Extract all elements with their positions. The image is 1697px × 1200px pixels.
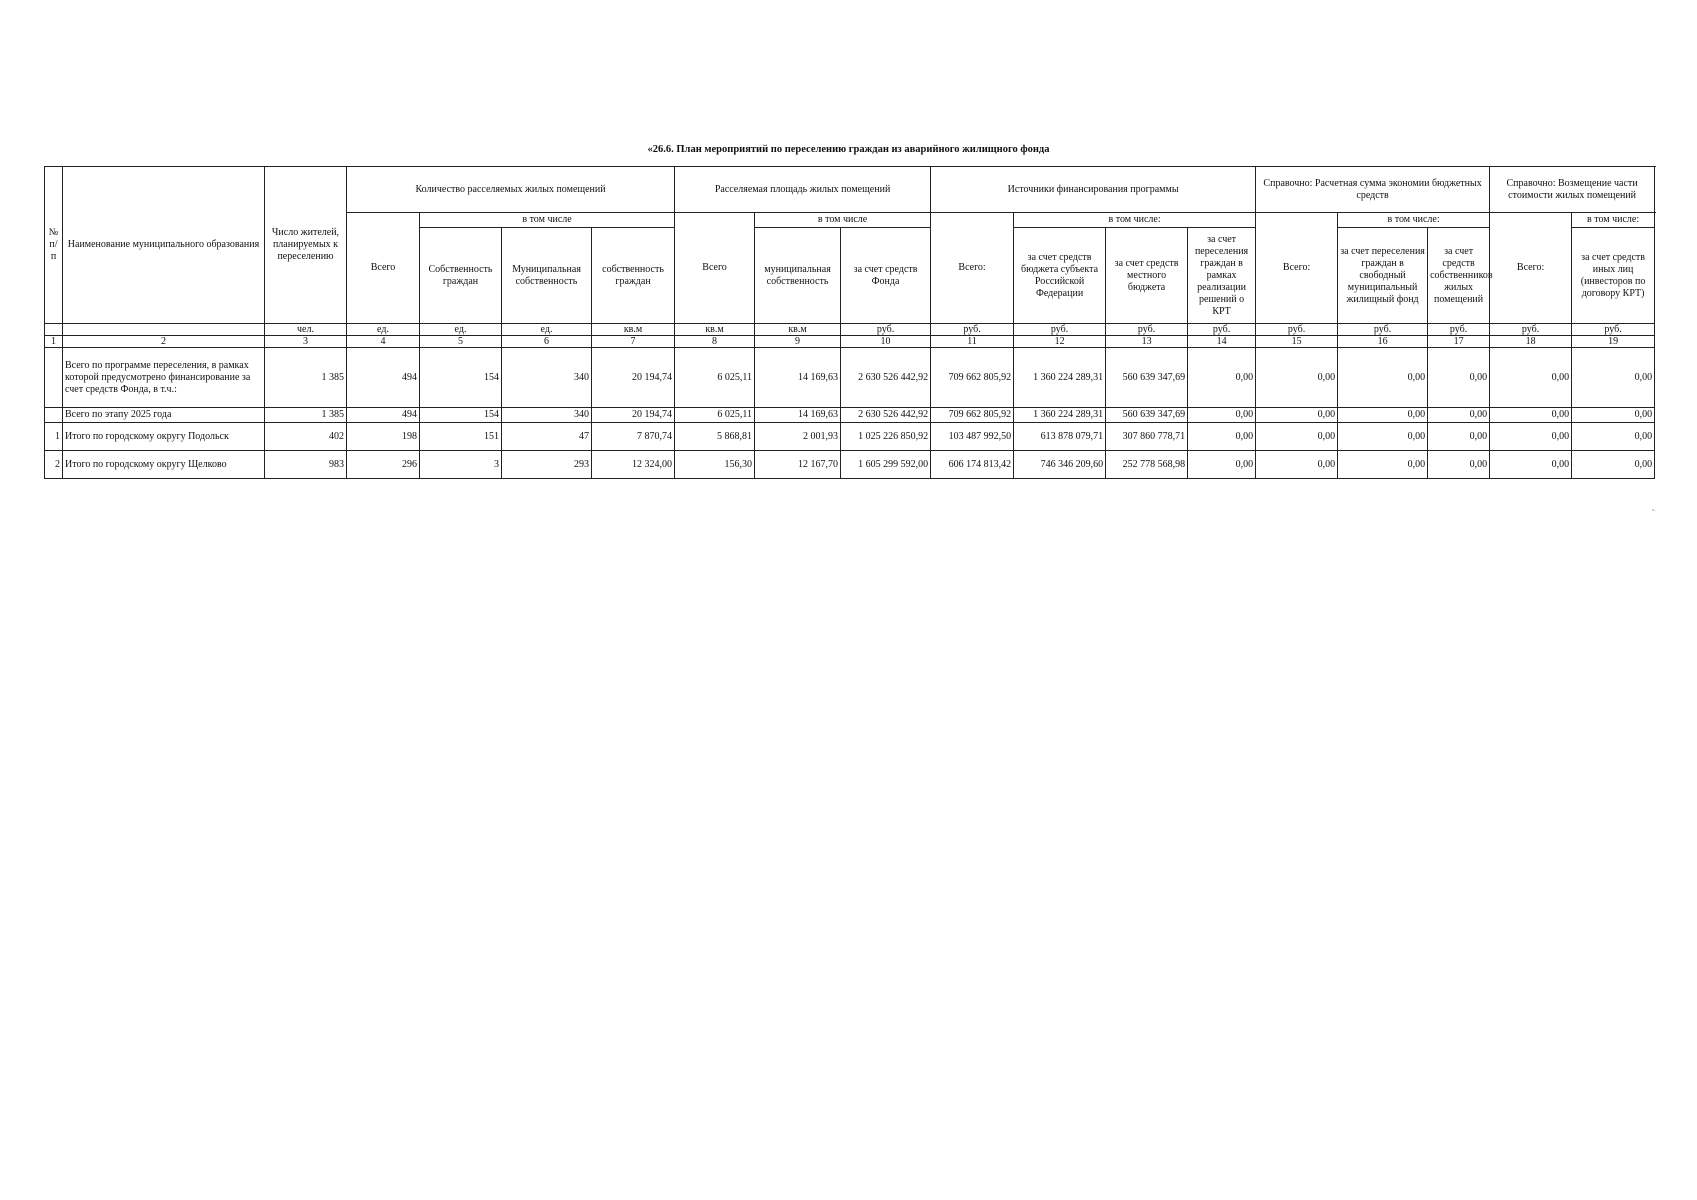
value-cell: 296 <box>347 451 420 479</box>
value-cell: 0,00 <box>1572 408 1655 423</box>
column-number-cell: 18 <box>1490 336 1572 348</box>
header-fin-total: Всего: <box>931 213 1014 324</box>
header-comp-investors: за счет средств иных лиц (инвесторов по договору КРТ) <box>1572 228 1655 324</box>
value-cell: 402 <box>265 423 347 451</box>
units-row <box>45 324 1655 336</box>
unit-cell: руб. <box>1188 324 1256 336</box>
value-cell: 0,00 <box>1428 408 1490 423</box>
column-number-cell: 17 <box>1428 336 1490 348</box>
column-numbers-row <box>45 336 1655 348</box>
municipality-name-cell: Итого по городскому округу Подольск <box>63 423 265 451</box>
unit-cell: кв.м <box>755 324 841 336</box>
value-cell: 0,00 <box>1428 348 1490 408</box>
header-econ-free-fund: за счет переселения граждан в свободный муниципальный жилищный фонд <box>1338 228 1428 324</box>
header-financing-group: Источники финансирования программы <box>931 167 1256 213</box>
column-number-cell: 8 <box>675 336 755 348</box>
header-residents: Число жителей, планируемых к переселению <box>265 167 347 324</box>
value-cell: 0,00 <box>1490 423 1572 451</box>
column-number-cell: 16 <box>1338 336 1428 348</box>
column-number-cell: 14 <box>1188 336 1256 348</box>
column-number-cell: 1 <box>45 336 63 348</box>
value-cell: 154 <box>420 408 502 423</box>
value-cell: 198 <box>347 423 420 451</box>
value-cell: 0,00 <box>1490 451 1572 479</box>
value-cell: 20 194,74 <box>592 408 675 423</box>
header-rooms-incl: в том числе <box>420 213 675 228</box>
table-row <box>45 423 1655 451</box>
value-cell: 252 778 568,98 <box>1106 451 1188 479</box>
header-compensation-group: Справочно: Возмещение части стоимости жилых помещений <box>1490 167 1655 213</box>
value-cell: 1 360 224 289,31 <box>1014 408 1106 423</box>
value-cell: 340 <box>502 408 592 423</box>
document-title: «26.6. План мероприятий по переселению граждан из аварийного жилищного фонда <box>647 144 1050 155</box>
value-cell: 0,00 <box>1256 348 1338 408</box>
column-number-cell: 3 <box>265 336 347 348</box>
unit-cell: ед. <box>347 324 420 336</box>
value-cell: 340 <box>502 348 592 408</box>
value-cell: 1 025 226 850,92 <box>841 423 931 451</box>
column-number-cell: 19 <box>1572 336 1655 348</box>
value-cell: 0,00 <box>1428 451 1490 479</box>
value-cell: 3 <box>420 451 502 479</box>
municipality-name-cell: Итого по городскому округу Щелково <box>63 451 265 479</box>
unit-cell: руб. <box>1428 324 1490 336</box>
closing-mark: ». <box>1652 508 1656 513</box>
header-num: № п/п <box>45 167 63 324</box>
value-cell: 0,00 <box>1188 348 1256 408</box>
column-number-cell: 5 <box>420 336 502 348</box>
value-cell: 151 <box>420 423 502 451</box>
value-cell: 0,00 <box>1428 423 1490 451</box>
value-cell: 606 174 813,42 <box>931 451 1014 479</box>
unit-cell: чел. <box>265 324 347 336</box>
municipality-name-cell: Всего по этапу 2025 года <box>63 408 265 423</box>
header-area-incl: в том числе <box>755 213 931 228</box>
value-cell: 0,00 <box>1572 451 1655 479</box>
header-area-group: Расселяемая площадь жилых помещений <box>675 167 931 213</box>
value-cell: 2 001,93 <box>755 423 841 451</box>
header-area-own-citizens: собственность граждан <box>592 228 675 324</box>
column-number-cell: 11 <box>931 336 1014 348</box>
header-name: Наименование муниципального образования <box>63 167 265 324</box>
value-cell: 20 194,74 <box>592 348 675 408</box>
value-cell: 6 025,11 <box>675 408 755 423</box>
value-cell: 47 <box>502 423 592 451</box>
header-comp-incl: в том числе: <box>1572 213 1655 228</box>
value-cell: 103 487 992,50 <box>931 423 1014 451</box>
resettlement-plan-table <box>44 166 1655 479</box>
unit-cell: руб. <box>931 324 1014 336</box>
value-cell: 1 385 <box>265 408 347 423</box>
value-cell: 709 662 805,92 <box>931 408 1014 423</box>
header-econ-incl: в том числе: <box>1338 213 1490 228</box>
column-number-cell: 13 <box>1106 336 1188 348</box>
unit-cell: руб. <box>1572 324 1655 336</box>
value-cell: 293 <box>502 451 592 479</box>
value-cell: 746 346 209,60 <box>1014 451 1106 479</box>
value-cell: 709 662 805,92 <box>931 348 1014 408</box>
value-cell: 0,00 <box>1338 451 1428 479</box>
value-cell: 0,00 <box>1188 408 1256 423</box>
value-cell: 12 324,00 <box>592 451 675 479</box>
table-body <box>45 348 1655 479</box>
value-cell: 0,00 <box>1338 423 1428 451</box>
value-cell: 12 167,70 <box>755 451 841 479</box>
unit-cell: ед. <box>502 324 592 336</box>
value-cell: 7 870,74 <box>592 423 675 451</box>
table-row <box>45 451 1655 479</box>
column-number-cell: 15 <box>1256 336 1338 348</box>
value-cell: 0,00 <box>1338 408 1428 423</box>
value-cell: 0,00 <box>1490 348 1572 408</box>
value-cell: 0,00 <box>1188 451 1256 479</box>
value-cell: 0,00 <box>1572 348 1655 408</box>
row-number-cell <box>45 348 63 408</box>
value-cell: 0,00 <box>1256 423 1338 451</box>
header-rooms-own-citizens: Собственность граждан <box>420 228 502 324</box>
value-cell: 560 639 347,69 <box>1106 348 1188 408</box>
unit-cell: руб. <box>1256 324 1338 336</box>
value-cell: 2 630 526 442,92 <box>841 408 931 423</box>
value-cell: 0,00 <box>1256 408 1338 423</box>
unit-cell: кв.м <box>675 324 755 336</box>
header-econ-krt: за счет переселения граждан в рамках реализации решений о КРТ <box>1188 228 1256 324</box>
header-area-total: Всего <box>675 213 755 324</box>
column-number-cell: 9 <box>755 336 841 348</box>
row-number-cell <box>45 408 63 423</box>
header-fin-subject-budget: за счет средств бюджета субъекта Российской Федерации <box>1014 228 1106 324</box>
value-cell: 14 169,63 <box>755 348 841 408</box>
value-cell: 0,00 <box>1490 408 1572 423</box>
value-cell: 154 <box>420 348 502 408</box>
header-comp-owners: за счет средств собственников жилых помещений <box>1428 228 1490 324</box>
value-cell: 494 <box>347 408 420 423</box>
column-number-cell: 2 <box>63 336 265 348</box>
column-number-cell: 12 <box>1014 336 1106 348</box>
value-cell: 494 <box>347 348 420 408</box>
table-row <box>45 408 1655 423</box>
value-cell: 613 878 079,71 <box>1014 423 1106 451</box>
row-number-cell: 1 <box>45 423 63 451</box>
value-cell: 560 639 347,69 <box>1106 408 1188 423</box>
header-fin-incl: в том числе: <box>1014 213 1256 228</box>
header-econ-total: Всего: <box>1256 213 1338 324</box>
unit-cell <box>63 324 265 336</box>
value-cell: 0,00 <box>1188 423 1256 451</box>
value-cell: 983 <box>265 451 347 479</box>
header-area-municipal: муниципальная собственность <box>755 228 841 324</box>
header-rooms-group: Количество расселяемых жилых помещений <box>347 167 675 213</box>
value-cell: 1 605 299 592,00 <box>841 451 931 479</box>
column-number-cell: 6 <box>502 336 592 348</box>
column-number-cell: 10 <box>841 336 931 348</box>
value-cell: 2 630 526 442,92 <box>841 348 931 408</box>
value-cell: 0,00 <box>1256 451 1338 479</box>
header-rooms-municipal: Муниципальная собственность <box>502 228 592 324</box>
value-cell: 307 860 778,71 <box>1106 423 1188 451</box>
column-number-cell: 4 <box>347 336 420 348</box>
unit-cell: руб. <box>841 324 931 336</box>
value-cell: 0,00 <box>1338 348 1428 408</box>
header-fin-fund: за счет средств Фонда <box>841 228 931 324</box>
value-cell: 0,00 <box>1572 423 1655 451</box>
municipality-name-cell: Всего по программе переселения, в рамках которой предусмотрено финансирование за счет средств Фонда, в т.ч.: <box>63 348 265 408</box>
header-economy-group: Справочно: Расчетная сумма экономии бюджетных средств <box>1256 167 1490 213</box>
column-number-cell: 7 <box>592 336 675 348</box>
table-row <box>45 348 1655 408</box>
unit-cell: ед. <box>420 324 502 336</box>
unit-cell: руб. <box>1106 324 1188 336</box>
unit-cell <box>45 324 63 336</box>
header-comp-total: Всего: <box>1490 213 1572 324</box>
header-rooms-total: Всего <box>347 213 420 324</box>
unit-cell: руб. <box>1338 324 1428 336</box>
unit-cell: руб. <box>1490 324 1572 336</box>
value-cell: 6 025,11 <box>675 348 755 408</box>
value-cell: 14 169,63 <box>755 408 841 423</box>
value-cell: 1 360 224 289,31 <box>1014 348 1106 408</box>
header-fin-local-budget: за счет средств местного бюджета <box>1106 228 1188 324</box>
unit-cell: кв.м <box>592 324 675 336</box>
value-cell: 5 868,81 <box>675 423 755 451</box>
row-number-cell: 2 <box>45 451 63 479</box>
unit-cell: руб. <box>1014 324 1106 336</box>
value-cell: 1 385 <box>265 348 347 408</box>
value-cell: 156,30 <box>675 451 755 479</box>
